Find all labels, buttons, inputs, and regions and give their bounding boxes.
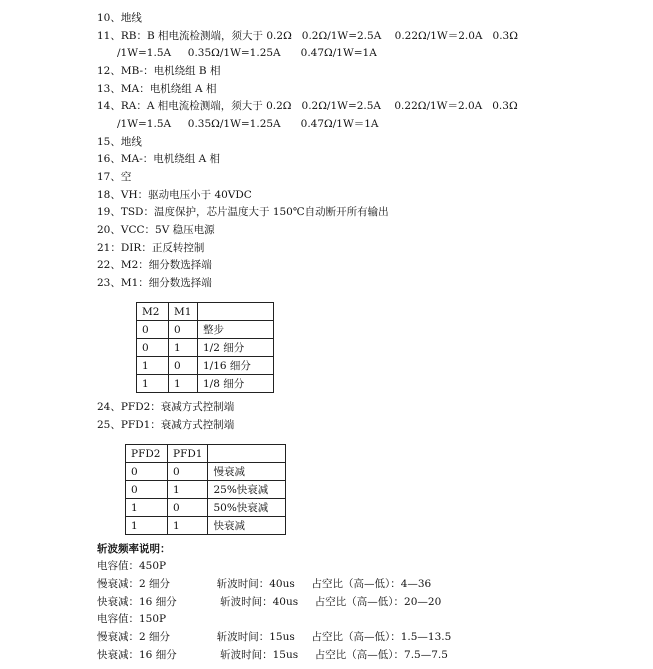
table-row: [126, 481, 286, 499]
chopper-row: 慢衰减：2 细分 斩波时间：40us 占空比（高—低）：4—36: [97, 578, 432, 590]
table-cell: 1/8 细分: [198, 375, 274, 393]
table-cell: 1: [168, 481, 208, 499]
pin-14-continuation: /1W=1.5A 0.35Ω/1W=1.25A 0.47Ω/1W＝1A: [117, 118, 379, 130]
pin-22-line: 22、M2：细分数选择端: [97, 259, 212, 271]
table-row: [137, 357, 274, 375]
table-cell: 0: [169, 321, 198, 339]
chopper-heading: 斩波频率说明：: [97, 543, 171, 555]
pin-18-line: 18、VH：驱动电压小于 40VDC: [97, 189, 252, 201]
table-header-row: [126, 445, 286, 463]
pin-20-line: 20、VCC：5V 稳压电源: [97, 224, 215, 236]
table-cell: 1: [126, 517, 168, 535]
pin-17-line: 17、空: [97, 171, 132, 183]
pin-11-line: 11、RB：B 相电流检测端，须大于 0.2Ω 0.2Ω/1W=2.5A 0.22Ω/1W＝2.0A 0.3Ω: [97, 30, 518, 42]
pin-23-line: 23、M1：细分数选择端: [97, 277, 212, 289]
microstep-table: [136, 302, 274, 393]
pin-14-line: 14、RA：A 相电流检测端，须大于 0.2Ω 0.2Ω/1W=2.5A 0.22Ω/1W＝2.0A 0.3Ω: [97, 100, 518, 112]
table-header-cell: M2: [137, 303, 169, 321]
pin-15-line: 15、地线: [97, 136, 142, 148]
pin-19-line: 19、TSD：温度保护，芯片温度大于 150℃自动断开所有输出: [97, 206, 389, 218]
pin-12-line: 12、MB-：电机绕组 B 相: [97, 65, 221, 77]
table-cell: 1: [169, 339, 198, 357]
table-cell: 慢衰减: [208, 463, 286, 481]
pin-16-line: 16、MA-：电机绕组 A 相: [97, 153, 221, 165]
table-cell: 1: [169, 375, 198, 393]
decay-mode-table: [125, 444, 286, 535]
table-cell: 0: [126, 463, 168, 481]
chopper-row: 快衰减：16 细分 斩波时间：15us 占空比（高—低）：7.5—7.5: [97, 649, 448, 661]
table-cell: 快衰减: [208, 517, 286, 535]
table-header-cell: PFD1: [168, 445, 208, 463]
chopper-row: 慢衰减：2 细分 斩波时间：15us 占空比（高—低）：1.5—13.5: [97, 631, 452, 643]
table-cell: 0: [169, 357, 198, 375]
table-cell: 0: [137, 321, 169, 339]
pin-13-line: 13、MA：电机绕组 A 相: [97, 83, 217, 95]
table-cell: 25%快衰减: [208, 481, 286, 499]
pin-10-line: 10、地线: [97, 12, 142, 24]
table-cell: 1: [126, 499, 168, 517]
table-cell: 50%快衰减: [208, 499, 286, 517]
table-header-row: [137, 303, 274, 321]
table-row: [126, 499, 286, 517]
capacitor-line: 电容值：450P: [97, 560, 167, 572]
pin-25-line: 25、PFD1：衰减方式控制端: [97, 419, 235, 431]
chopper-row: 快衰减：16 细分 斩波时间：40us 占空比（高—低）：20—20: [97, 596, 442, 608]
table-cell: 0: [137, 339, 169, 357]
pin-11-continuation: /1W=1.5A 0.35Ω/1W=1.25A 0.47Ω/1W=1A: [117, 47, 377, 59]
table-cell: 0: [168, 463, 208, 481]
pin-21-line: 21：DIR：正反转控制: [97, 242, 205, 254]
table-row: [126, 517, 286, 535]
capacitor-line: 电容值：150P: [97, 613, 167, 625]
table-cell: 1/2 细分: [198, 339, 274, 357]
table-cell: 1/16 细分: [198, 357, 274, 375]
pin-24-line: 24、PFD2：衰减方式控制端: [97, 401, 235, 413]
table-row: [137, 339, 274, 357]
table-cell: 整步: [198, 321, 274, 339]
table-header-cell: [198, 303, 274, 321]
table-cell: 0: [168, 499, 208, 517]
table-row: [137, 375, 274, 393]
table-header-cell: [208, 445, 286, 463]
table-cell: 1: [137, 375, 169, 393]
table-cell: 1: [137, 357, 169, 375]
table-row: [126, 463, 286, 481]
table-row: [137, 321, 274, 339]
table-header-cell: PFD2: [126, 445, 168, 463]
table-cell: 1: [168, 517, 208, 535]
table-header-cell: M1: [169, 303, 198, 321]
table-cell: 0: [126, 481, 168, 499]
